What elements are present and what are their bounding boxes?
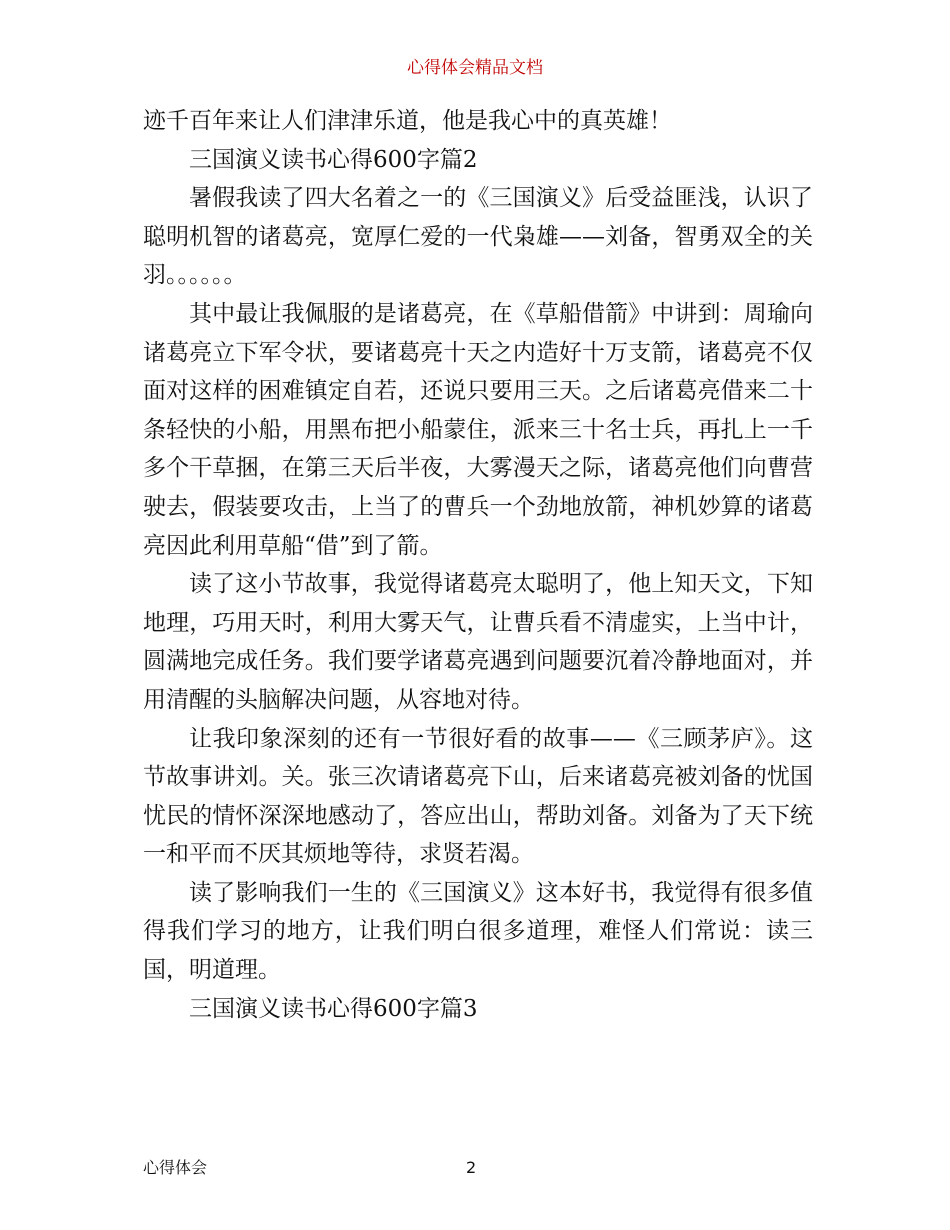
paragraph: 其中最让我佩服的是诸葛亮，在《草船借箭》中讲到：周瑜向诸葛亮立下军令状，要诸葛亮十天之内造好十万支箭，诸葛亮不仅面对这样的困难镇定自若，还说只要用三天。之后诸葛亮借来二十条轻快的小船，用黑布把小船蒙住，派来三十名士兵，再扎上一千多个干草捆，在第三天后半夜，大雾漫天之际，诸葛亮他们向曹营驶去，假装要攻击，上当了的曹兵一个劲地放箭，神机妙算的诸葛亮因此利用草船“借”到了箭。 [143,300,813,559]
paragraph: 让我印象深刻的还有一节很好看的故事——《三顾茅庐》。这节故事讲刘。关。张三次请诸葛亮下山，后来诸葛亮被刘备的忧国忧民的情怀深深地感动了，答应出山，帮助刘备。刘备为了天下统一和平而不厌其烦地等待，求贤若渴。 [143,725,813,868]
footer-label: 心得体会 [143,1158,208,1177]
page-header-title: 心得体会精品文档 [407,58,543,78]
section-heading-2: 三国演义读书心得600字篇2 [189,146,478,173]
paragraph: 读了影响我们一生的《三国演义》这本好书，我觉得有很多值得我们学习的地方，让我们明白很多道理，难怪人们常说：读三国，明道理。 [143,879,813,984]
page-number: 2 [466,1158,477,1177]
section-heading-3: 三国演义读书心得600字篇3 [189,995,478,1022]
paragraph: 读了这小节故事，我觉得诸葛亮太聪明了，他上知天文，下知地理，巧用天时，利用大雾天气，让曹兵看不清虚实，上当中计，圆满地完成任务。我们要学诸葛亮遇到问题要沉着冷静地面对，并用清醒的头脑解决问题，从容地对待。 [143,571,813,713]
document-body [143,102,813,1028]
paragraph: 暑假我读了四大名着之一的《三国演义》后受益匪浅，认识了聪明机智的诸葛亮，宽厚仁爱的一代枭雄——刘备，智勇双全的关羽。。。。。。 [143,185,813,289]
paragraph-continuation: 迹千百年来让人们津津乐道，他是我心中的真英雄！ [143,108,672,134]
